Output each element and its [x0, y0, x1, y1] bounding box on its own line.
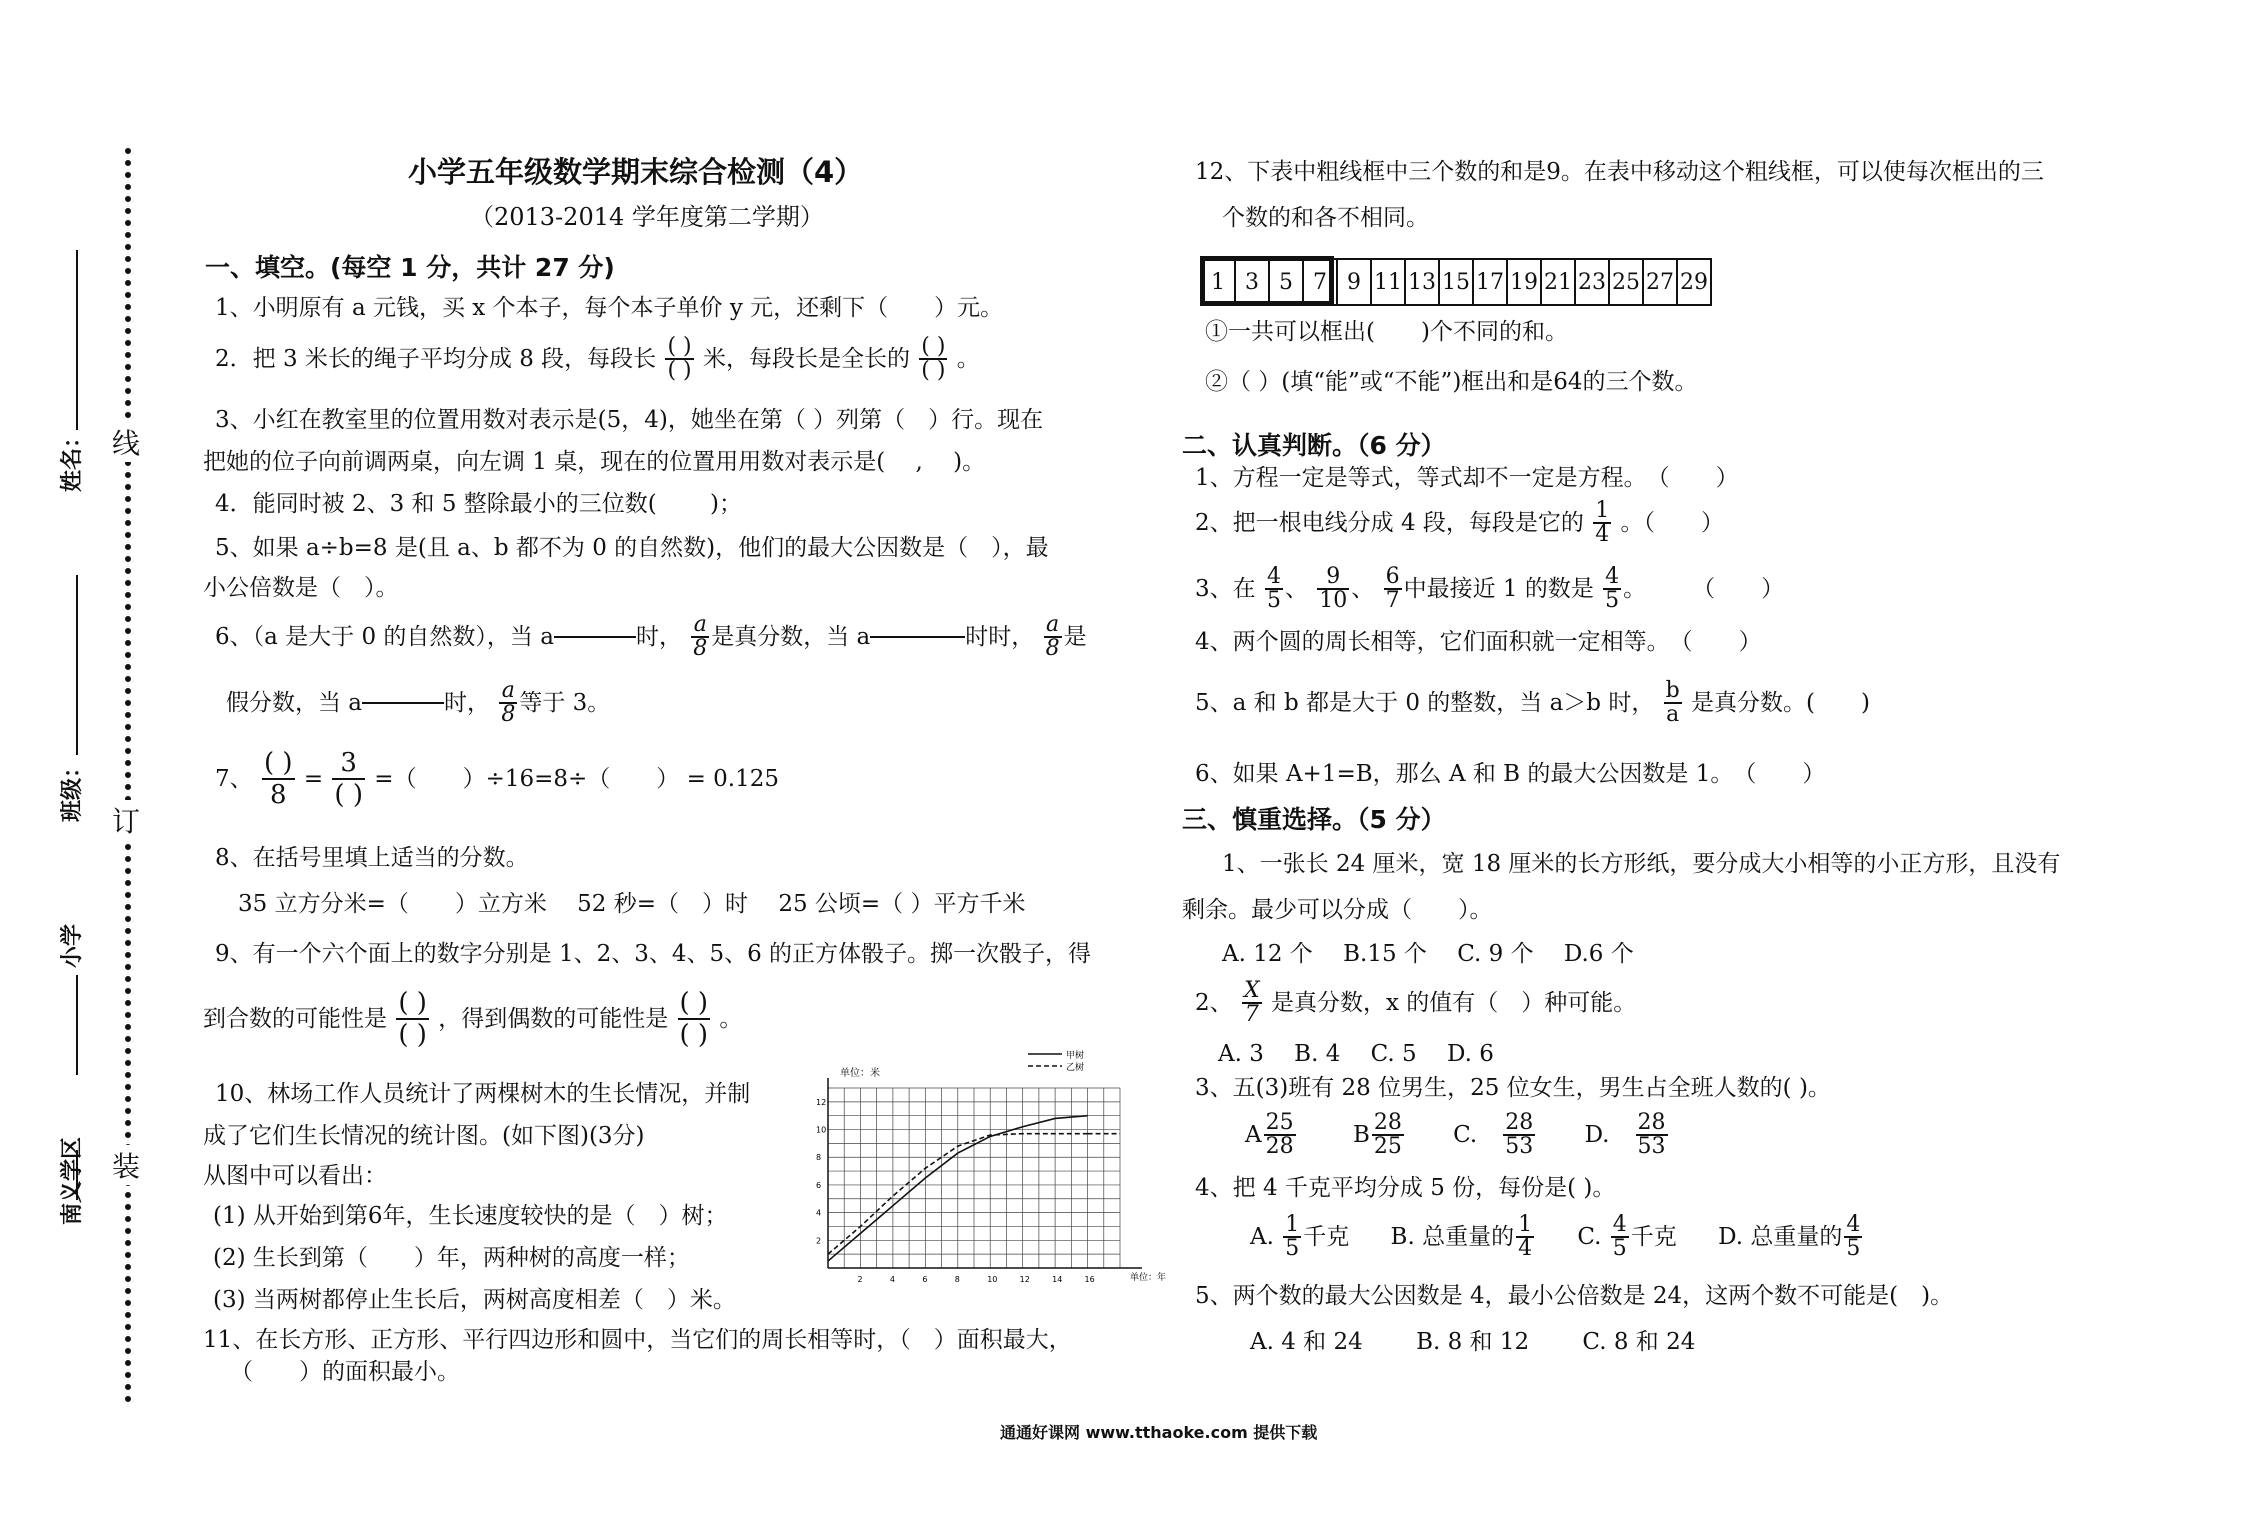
number-cell: 7 — [1303, 259, 1337, 305]
s3-q4: 4、把 4 千克平均分成 5 份，每份是( )。 — [1195, 1175, 1616, 1201]
fraction-1-over-5 — [1283, 1214, 1301, 1260]
s1-q10-b: 成了它们生长情况的统计图。(如下图)(3分) — [203, 1123, 645, 1149]
number-cell: 9 — [1337, 259, 1371, 305]
denominator: 7 — [1385, 588, 1400, 613]
x-tick-label: 2 — [857, 1275, 863, 1284]
denominator: 8 — [501, 702, 516, 727]
s1-q2 — [215, 336, 980, 382]
numerator: 1 — [1285, 1212, 1300, 1237]
numerator: 1 — [1518, 1212, 1533, 1237]
fraction-25-over-28 — [1264, 1112, 1296, 1158]
q12-bold-frame — [1200, 256, 1334, 306]
fraction-3-over-blank — [332, 748, 365, 810]
s1-q2-b: 米，每段长是全长的 — [702, 346, 910, 372]
numerator: 28 — [1373, 1110, 1402, 1135]
denominator: 7 — [1244, 1002, 1259, 1027]
denominator: 8 — [1045, 636, 1060, 661]
blank-underline — [362, 702, 444, 704]
s1-q9-c-text: ，得到偶数的可能性是 — [438, 1006, 669, 1032]
s1-q6-g: 时， — [444, 690, 491, 716]
opt-c-unit: 千克 — [1630, 1224, 1677, 1250]
numerator: ( ) — [667, 334, 692, 359]
denominator: ( ) — [667, 358, 692, 383]
fraction-4-over-5 — [1265, 566, 1283, 612]
s2-q2-a: 2、把一根电线分成 4 段，每段是它的 — [1195, 510, 1584, 536]
name-underline — [76, 250, 78, 430]
denominator: 53 — [1505, 1134, 1534, 1159]
section1-heading: 一、填空。(每空 1 分，共计 27 分) — [205, 253, 615, 282]
numerator: 25 — [1265, 1110, 1294, 1135]
s1-q10-3: (3) 当两树都停止生长后，两树高度相差（ ）米。 — [213, 1287, 736, 1313]
number-cell: 27 — [1643, 259, 1677, 305]
legend-label-series-2: 乙树 — [1066, 1063, 1085, 1073]
s1-q9-b-text: 到合数的可能性是 — [203, 1006, 387, 1032]
x-tick-label: 12 — [1019, 1275, 1030, 1284]
numerator: 4 — [1846, 1212, 1861, 1237]
fraction-blank-over-8 — [262, 748, 295, 810]
numerator: 4 — [1612, 1212, 1627, 1237]
denominator: 8 — [269, 780, 287, 810]
x-tick-label: 14 — [1052, 1275, 1063, 1284]
fraction-b-over-a — [1664, 680, 1682, 726]
opt-a-label: A. — [1250, 1224, 1274, 1250]
denominator: 5 — [1846, 1236, 1861, 1261]
s3-q4-opts — [1250, 1214, 1864, 1260]
margin-char-zhuang: 装 — [112, 1145, 140, 1185]
denominator: 53 — [1637, 1134, 1666, 1159]
section3-heading: 三、慎重选择。（5 分） — [1182, 805, 1446, 834]
x-tick-label: 10 — [987, 1275, 998, 1284]
s1-q6-line1 — [215, 614, 1087, 660]
denominator: ( ) — [334, 780, 363, 810]
s1-q6-e: 是 — [1063, 624, 1087, 650]
s1-q2-a: 2．把 3 米长的绳子平均分成 8 段，每段长 — [215, 346, 657, 372]
s1-q6-f: 假分数，当 a — [226, 690, 363, 716]
s3-q5-opts: A. 4 和 24 B. 8 和 12 C. 8 和 24 — [1250, 1329, 1696, 1355]
numerator: 28 — [1505, 1110, 1534, 1135]
numerator: a — [499, 680, 517, 704]
s2-q3-d: 中最接近 1 的数是 — [1403, 576, 1594, 602]
numerator: 1 — [1595, 498, 1610, 523]
numerator: 4 — [1605, 564, 1620, 589]
fraction-X-over-7 — [1242, 980, 1262, 1026]
s1-q4: 4．能同时被 2、3 和 5 整除最小的三位数( )； — [215, 491, 743, 517]
s3-q2-b: 是真分数，x 的值有（ ）种可能。 — [1270, 990, 1637, 1016]
number-cell: 13 — [1405, 259, 1439, 305]
s3-q1-b: 剩余。最少可以分成（ ）。 — [1182, 897, 1493, 923]
opt-a-unit: 千克 — [1303, 1224, 1350, 1250]
denominator: 5 — [1285, 1236, 1300, 1261]
number-cell: 19 — [1507, 259, 1541, 305]
number-cell: 5 — [1269, 259, 1303, 305]
number-cell: 15 — [1439, 259, 1473, 305]
numerator: 4 — [1266, 564, 1281, 589]
school-underline — [76, 975, 78, 1075]
number-cell: 21 — [1541, 259, 1575, 305]
tree-growth-chart — [800, 1040, 1170, 1300]
s2-q3 — [1195, 566, 1784, 612]
s3-q1-a: 1、一张长 24 厘米，宽 18 厘米的长方形纸，要分成大小相等的小正方形，且没有 — [1222, 851, 2061, 877]
number-cell: 23 — [1575, 259, 1609, 305]
s2-q5 — [1195, 680, 1870, 726]
fraction-4-over-5 — [1611, 1214, 1629, 1260]
s3-q3-opts — [1245, 1112, 1670, 1158]
margin-char-xian: 线 — [112, 422, 140, 462]
denominator: ( ) — [398, 1020, 427, 1050]
x-tick-label: 16 — [1084, 1275, 1095, 1284]
s2-q5-a: 5、a 和 b 都是大于 0 的整数，当 a＞b 时， — [1195, 690, 1655, 716]
opt-a-label: A — [1245, 1122, 1262, 1148]
number-cell: 17 — [1473, 259, 1507, 305]
blank-underline — [870, 636, 965, 638]
number-cell: 1 — [1201, 259, 1235, 305]
s1-q6-line2 — [226, 680, 610, 726]
numerator: b — [1665, 678, 1680, 703]
denominator: 5 — [1266, 588, 1281, 613]
fraction-4-over-5-answer — [1603, 566, 1621, 612]
s1-q7 — [215, 748, 779, 810]
chart-legend — [1028, 1049, 1084, 1073]
s2-q5-b: 是真分数。( ) — [1691, 690, 1870, 716]
s1-q9-d-text: 。 — [719, 1006, 743, 1032]
s3-q2-opts: A. 3 B. 4 C. 5 D. 6 — [1218, 1041, 1494, 1067]
opt-b-label: B. 总重量的 — [1390, 1224, 1515, 1250]
y-tick-label: 10 — [816, 1125, 827, 1135]
fraction-9-over-10 — [1317, 566, 1349, 612]
chart-xlabel: 单位：年 — [1130, 1273, 1167, 1283]
opt-b-label: B — [1352, 1122, 1370, 1148]
s1-q7-b: = — [303, 766, 324, 792]
page-footer: 通通好课网 www.tthaoke.com 提供下载 — [1000, 1423, 1318, 1442]
fraction-6-over-7 — [1384, 566, 1402, 612]
s1-q2-blank-fraction — [665, 336, 693, 382]
fraction-28-over-53 — [1503, 1112, 1535, 1158]
x-tick-label: 4 — [889, 1275, 895, 1284]
fraction-1-over-4 — [1516, 1214, 1534, 1260]
chart-ticks — [816, 1098, 1095, 1284]
denominator: 28 — [1265, 1134, 1294, 1159]
s2-q3-e: 。 （ ） — [1623, 576, 1785, 602]
s1-q5-b: 小公倍数是（ ）。 — [203, 575, 399, 601]
s1-q5-a: 5、如果 a÷b=8 是(且 a、b 都不为 0 的自然数)，他们的最大公因数是（ ），最 — [215, 535, 1049, 561]
opt-d-label: D. — [1584, 1122, 1610, 1148]
denominator: ( ) — [921, 358, 946, 383]
y-tick-label: 6 — [816, 1180, 822, 1190]
q12-text-a: 12、下表中粗线框中三个数的和是9。在表中移动这个粗线框，可以使每次框出的三 — [1195, 159, 2044, 185]
s1-q1: 1、小明原有 a 元钱，买 x 个本子，每个本子单价 y 元，还剩下（ ）元。 — [215, 295, 1004, 321]
s1-q6-b: 时， — [635, 624, 682, 650]
s3-q1-opts: A. 12 个 B.15 个 C. 9 个 D.6 个 — [1222, 941, 1634, 967]
numerator: a — [1044, 614, 1062, 638]
numerator: ( ) — [398, 988, 427, 1018]
fraction-a-over-8 — [499, 680, 517, 726]
fraction-28-over-25 — [1372, 1112, 1404, 1158]
opt-c-label: C. — [1577, 1224, 1602, 1250]
s1-q9-b — [203, 988, 742, 1050]
s1-q10-1: (1) 从开始到第6年，生长速度较快的是（ ）树； — [213, 1203, 728, 1229]
denominator: ( ) — [679, 1020, 709, 1050]
s3-q2-a: 2、 — [1195, 990, 1233, 1016]
s1-q3-a: 3、小红在教室里的位置用数对表示是(5，4)，她坐在第（ ）列第（ ）行。现在 — [215, 407, 1044, 433]
chart-grid — [828, 1088, 1120, 1268]
numerator: ( ) — [921, 334, 946, 359]
fraction-blank-blank-2 — [678, 988, 711, 1050]
s1-q10-c: 从图中可以看出： — [203, 1163, 387, 1189]
s1-q11-b: （ ）的面积最小。 — [230, 1359, 460, 1385]
y-tick-label: 2 — [816, 1236, 822, 1246]
fraction-28-over-53-d — [1636, 1112, 1668, 1158]
s2-q3-c: 、 — [1351, 576, 1375, 602]
s1-q8-items: 35 立方分米=（ ）立方米 52 秒=（ ）时 25 公顷=（ ）平方千米 — [238, 891, 1026, 917]
s1-q10-a: 10、林场工作人员统计了两棵树木的生长情况，并制 — [215, 1081, 751, 1107]
s1-q6-h: 等于 3。 — [519, 690, 611, 716]
x-tick-label: 6 — [922, 1275, 928, 1284]
s2-q2-b: 。（ ） — [1620, 510, 1725, 536]
binding-dotted-line — [125, 148, 131, 1403]
margin-char-ding: 订 — [112, 800, 140, 840]
denominator: 4 — [1518, 1236, 1533, 1261]
q12-sub2: ②（ ）(填“能”或“不能”)框出和是64的三个数。 — [1205, 369, 1698, 395]
s1-q8: 8、在括号里填上适当的分数。 — [215, 845, 529, 871]
number-cell: 11 — [1371, 259, 1405, 305]
numerator: 3 — [332, 748, 365, 780]
opt-c-label: C. — [1453, 1122, 1478, 1148]
denominator: 25 — [1373, 1134, 1402, 1159]
numerator: a — [691, 614, 709, 638]
class-label: 班级： — [60, 755, 85, 822]
numerator: 28 — [1637, 1110, 1666, 1135]
y-tick-label: 4 — [816, 1208, 822, 1218]
numerator: ( ) — [679, 988, 709, 1018]
s1-q7-a: 7、 — [215, 766, 253, 792]
s2-q2 — [1195, 500, 1724, 546]
number-cell: 3 — [1235, 259, 1269, 305]
s3-q2 — [1195, 980, 1636, 1026]
s3-q5: 5、两个数的最大公因数是 4，最小公倍数是 24，这两个数不可能是( )。 — [1195, 1283, 1954, 1309]
numerator: 6 — [1385, 564, 1400, 589]
denominator: 10 — [1319, 588, 1348, 613]
s2-q1: 1、方程一定是等式，等式却不一定是方程。 （ ） — [1195, 465, 1739, 491]
name-label: 姓名： — [60, 425, 85, 492]
opt-d-label: D. 总重量的 — [1718, 1224, 1843, 1250]
s1-q6-a: 6、（a 是大于 0 的自然数），当 a — [215, 624, 554, 650]
section2-heading: 二、认真判断。（6 分） — [1182, 431, 1446, 460]
page-subtitle: （2013-2014 学年度第二学期） — [470, 203, 824, 231]
fraction-4-over-5-d — [1844, 1214, 1862, 1260]
s1-q6-d: 时时， — [965, 624, 1035, 650]
numerator: ( ) — [263, 748, 293, 778]
number-cell: 25 — [1609, 259, 1643, 305]
s1-q2-c: 。 — [956, 346, 980, 372]
fraction-a-over-8 — [1044, 614, 1062, 660]
s1-q7-c: =（ ）÷16=8÷（ ） = 0.125 — [374, 766, 780, 792]
s2-q4: 4、两个圆的周长相等，它们面积就一定相等。 （ ） — [1195, 629, 1762, 655]
chart-axes — [828, 1078, 1142, 1268]
denominator: 8 — [693, 636, 708, 661]
fraction-blank-blank — [396, 988, 429, 1050]
denominator: 5 — [1605, 588, 1620, 613]
x-tick-label: 8 — [954, 1275, 960, 1284]
s1-q6-c: 是真分数，当 a — [711, 624, 871, 650]
s1-q3-b: 把她的位子向前调两桌，向左调 1 桌，现在的位置用用数对表示是( , )。 — [203, 449, 986, 475]
s2-q3-a: 3、在 — [1195, 576, 1256, 602]
s1-q11-a: 11、在长方形、正方形、平行四边形和圆中，当它们的周长相等时，（ ）面积最大， — [203, 1327, 1072, 1353]
q12-sub1: ①一共可以框出( )个不同的和。 — [1205, 319, 1568, 345]
numerator: X — [1243, 978, 1260, 1003]
fraction-1-over-4 — [1593, 500, 1611, 546]
legend-label-series-1: 甲树 — [1066, 1051, 1085, 1061]
denominator: a — [1666, 702, 1680, 727]
y-tick-label: 8 — [816, 1153, 822, 1163]
s2-q3-b: 、 — [1284, 576, 1308, 602]
fraction-a-over-8 — [691, 614, 709, 660]
denominator: 5 — [1612, 1236, 1627, 1261]
s1-q2-blank-fraction-2 — [919, 336, 947, 382]
page-title: 小学五年级数学期末综合检测（4） — [408, 155, 864, 189]
class-underline — [76, 575, 78, 755]
s3-q3: 3、五(3)班有 28 位男生，25 位女生，男生占全班人数的( )。 — [1195, 1075, 1831, 1101]
numerator: 9 — [1317, 566, 1349, 590]
y-tick-label: 12 — [816, 1097, 827, 1107]
district-label: 南义学区 — [60, 1136, 85, 1225]
s1-q9-a: 9、有一个六个面上的数字分别是 1、2、3、4、5、6 的正方体骰子。掷一次骰子，得 — [215, 941, 1092, 967]
denominator: 4 — [1595, 522, 1610, 547]
number-cell: 29 — [1677, 259, 1711, 305]
s2-q6: 6、如果 A+1=B，那么 A 和 B 的最大公因数是 1。 （ ） — [1195, 761, 1826, 787]
blank-underline — [554, 636, 636, 638]
school-label: 小学 — [60, 923, 85, 968]
q12-text-b: 个数的和各不相同。 — [1222, 205, 1429, 231]
s1-q10-2: (2) 生长到第（ ）年，两种树的高度一样； — [213, 1245, 690, 1271]
chart-ylabel: 单位：米 — [840, 1068, 880, 1079]
